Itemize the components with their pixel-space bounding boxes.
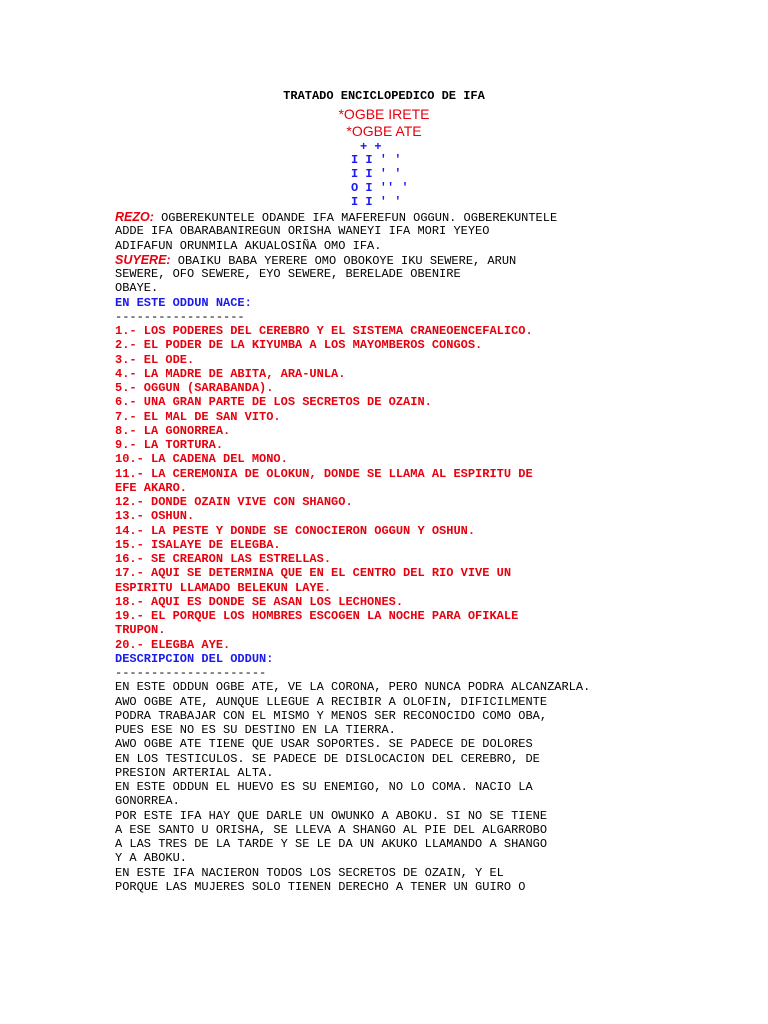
desc-line: AWO OGBE ATE, AUNQUE LLEGUE A RECIBIR A OLOFIN, DIFICILMENTE bbox=[115, 694, 548, 709]
rezo-line: ADDE IFA OBARABANIREGUN ORISHA WANEYI IFA MORI YEYEO bbox=[115, 224, 490, 239]
nace-item: 3.- EL ODE. bbox=[115, 352, 195, 367]
nace-item: 17.- AQUI SE DETERMINA QUE EN EL CENTRO DEL RIO VIVE UN bbox=[115, 566, 512, 581]
desc-line: A LAS TRES DE LA TARDE Y SE LE DA UN AKUKO LLAMANDO A SHANGO bbox=[115, 837, 548, 851]
nace-item: 16.- SE CREARON LAS ESTRELLAS. bbox=[115, 552, 332, 566]
desc-line: AWO OGBE ATE TIENE QUE USAR SOPORTES. SE PADECE DE DOLORES bbox=[115, 737, 533, 752]
nace-item: TRUPON. bbox=[115, 623, 166, 638]
suyere-line: OBAYE. bbox=[115, 281, 159, 296]
nace-rule: ------------------ bbox=[115, 309, 245, 324]
nace-item: 18.- AQUI ES DONDE SE ASAN LOS LECHONES. bbox=[115, 594, 404, 609]
rezo-label: REZO: bbox=[115, 210, 154, 224]
document-title: TRATADO ENCICLOPEDICO DE IFA bbox=[283, 89, 485, 103]
desc-line: PRESION ARTERIAL ALTA. bbox=[115, 765, 274, 780]
document-body bbox=[115, 210, 755, 894]
nace-item: 15.- ISALAYE DE ELEGBA. bbox=[115, 537, 281, 552]
nace-item: 13.- OSHUN. bbox=[115, 509, 195, 524]
desc-line: Y A ABOKU. bbox=[115, 851, 188, 866]
desc-line: POR ESTE IFA HAY QUE DARLE UN OWUNKO A ABOKU. SI NO SE TIENE bbox=[115, 808, 548, 823]
nace-item: ESPIRITU LLAMADO BELEKUN LAYE. bbox=[115, 580, 332, 595]
nace-item: 12.- DONDE OZAIN VIVE CON SHANGO. bbox=[115, 495, 353, 509]
nace-item: 6.- UNA GRAN PARTE DE LOS SECRETOS DE OZAIN. bbox=[115, 395, 432, 410]
oddun-sign-row: I I ' ' bbox=[351, 195, 402, 209]
desc-line: GONORREA. bbox=[115, 794, 180, 809]
desc-heading: DESCRIPCION DEL ODDUN: bbox=[115, 651, 274, 666]
rezo-line: ADIFAFUN ORUNMILA AKUALOSIÑA OMO IFA. bbox=[115, 238, 382, 253]
nace-item: EFE AKARO. bbox=[115, 480, 188, 495]
oddun-sign-row: I I ' ' bbox=[351, 153, 402, 167]
nace-item: 11.- LA CEREMONIA DE OLOKUN, DONDE SE LLAMA AL ESPIRITU DE bbox=[115, 466, 533, 481]
desc-line: EN ESTE ODDUN OGBE ATE, VE LA CORONA, PERO NUNCA PODRA ALCANZARLA. bbox=[115, 680, 591, 695]
nace-item: 4.- LA MADRE DE ABITA, ARA-UNLA. bbox=[115, 366, 346, 381]
suyere-line: SUYERE: OBAIKU BABA YERERE OMO OBOKOYE IKU SEWERE, ARUN bbox=[115, 252, 517, 268]
oddun-sign-row: O I '' ' bbox=[351, 181, 409, 195]
nace-item: 2.- EL PODER DE LA KIYUMBA A LOS MAYOMBEROS CONGOS. bbox=[115, 338, 483, 353]
nace-item: 1.- LOS PODERES DEL CEREBRO Y EL SISTEMA CRANEOENCEFALICO. bbox=[115, 324, 533, 338]
nace-item: 20.- ELEGBA AYE. bbox=[115, 637, 231, 652]
desc-line: EN LOS TESTICULOS. SE PADECE DE DISLOCACION DEL CEREBRO, DE bbox=[115, 751, 540, 766]
nace-item: 7.- EL MAL DE SAN VITO. bbox=[115, 409, 281, 424]
desc-line: PODRA TRABAJAR CON EL MISMO Y MENOS SER RECONOCIDO COMO OBA, bbox=[115, 708, 548, 723]
rezo-line: REZO: OGBEREKUNTELE ODANDE IFA MAFEREFUN OGGUN. OGBEREKUNTELE bbox=[115, 210, 558, 225]
desc-line: PUES ESE NO ES SU DESTINO EN LA TIERRA. bbox=[115, 723, 396, 737]
oddun-sign-row: + + bbox=[360, 140, 382, 154]
desc-line: PORQUE LAS MUJERES SOLO TIENEN DERECHO A TENER UN GUIRO O bbox=[115, 879, 526, 894]
nace-item: 10.- LA CADENA DEL MONO. bbox=[115, 452, 288, 467]
nace-item: 5.- OGGUN (SARABANDA). bbox=[115, 381, 274, 395]
nace-heading: EN ESTE ODDUN NACE: bbox=[115, 295, 252, 310]
nace-item: 9.- LA TORTURA. bbox=[115, 438, 224, 452]
desc-line: EN ESTE IFA NACIERON TODOS LOS SECRETOS DE OZAIN, Y EL bbox=[115, 865, 504, 880]
nace-item: 19.- EL PORQUE LOS HOMBRES ESCOGEN LA NOCHE PARA OFIKALE bbox=[115, 609, 519, 623]
suyere-label: SUYERE: bbox=[115, 252, 171, 267]
desc-rule: --------------------- bbox=[115, 666, 267, 680]
desc-line: A ESE SANTO U ORISHA, SE LLEVA A SHANGO AL PIE DEL ALGARROBO bbox=[115, 822, 548, 837]
desc-line: EN ESTE ODDUN EL HUEVO ES SU ENEMIGO, NO LO COMA. NACIO LA bbox=[115, 780, 533, 794]
suyere-line: SEWERE, OFO SEWERE, EYO SEWERE, BERELADE OBENIRE bbox=[115, 267, 461, 281]
nace-item: 14.- LA PESTE Y DONDE SE CONOCIERON OGGUN Y OSHUN. bbox=[115, 523, 476, 538]
oddun-sign-row: I I ' ' bbox=[351, 167, 402, 181]
nace-item: 8.- LA GONORREA. bbox=[115, 423, 231, 438]
oddun-name-ate: *OGBE ATE bbox=[346, 123, 422, 139]
oddun-name-irete: *OGBE IRETE bbox=[338, 106, 430, 122]
